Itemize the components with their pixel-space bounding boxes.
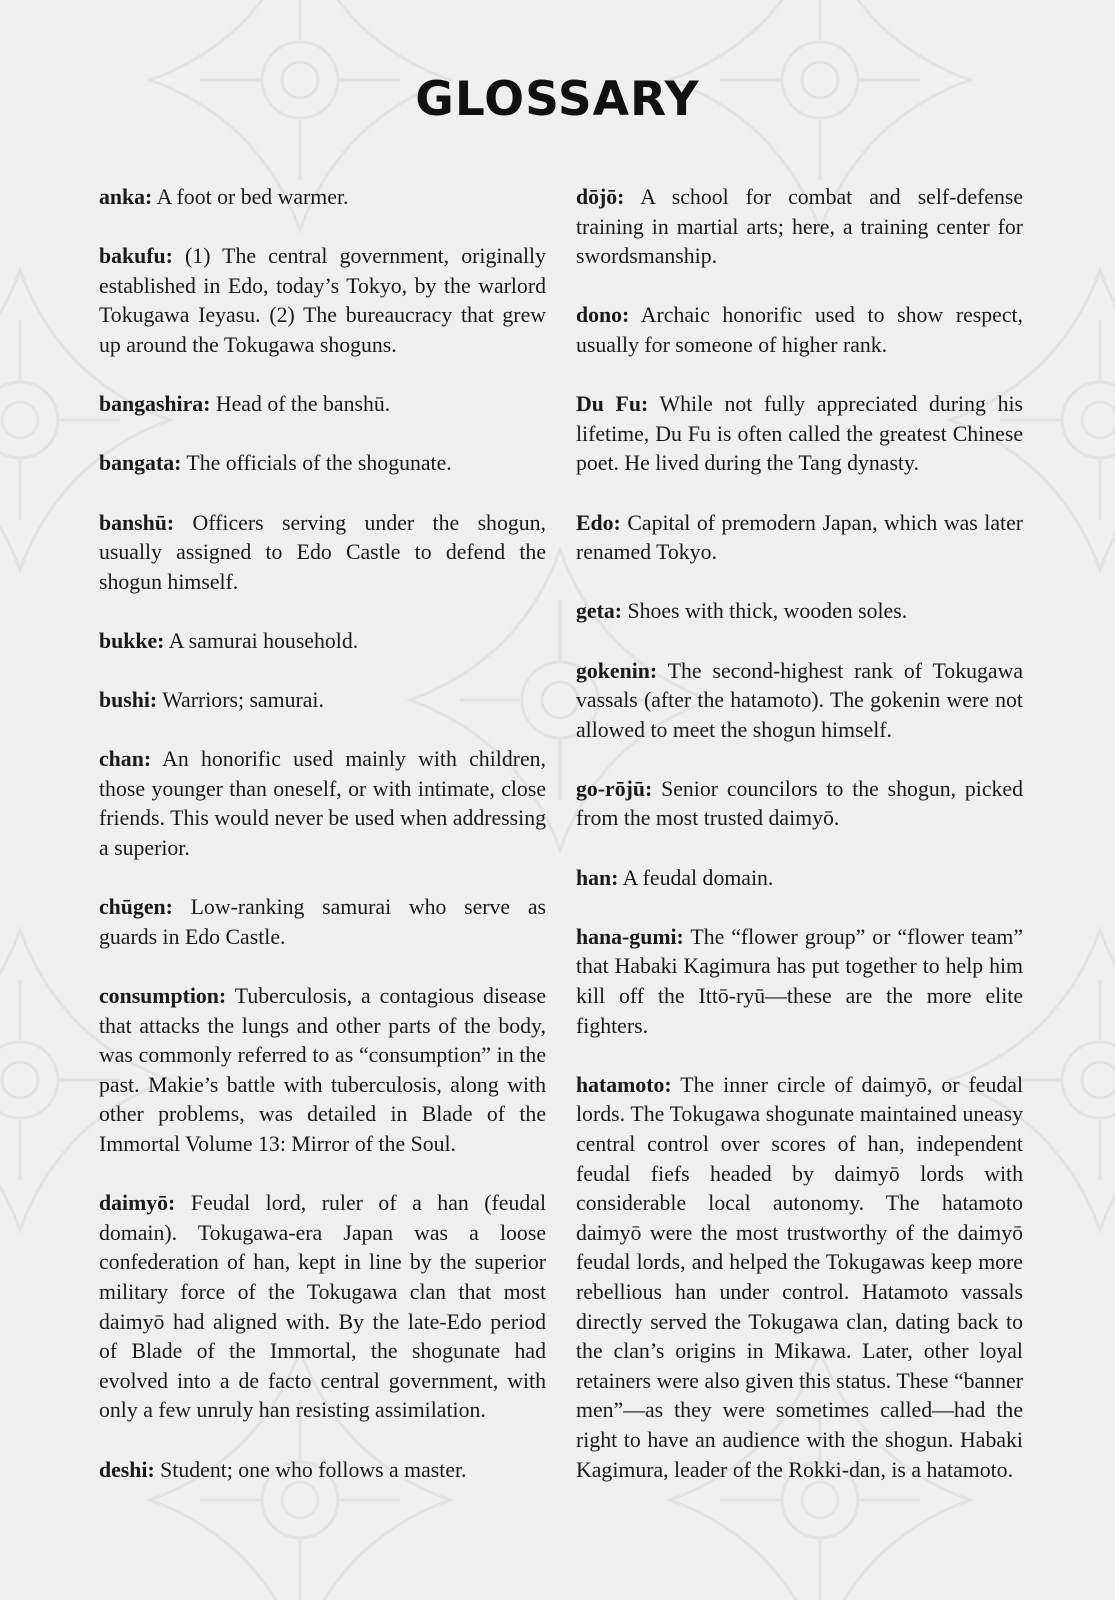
glossary-definition: Head of the banshū. [215, 392, 391, 417]
glossary-definition: A samurai household. [168, 628, 359, 653]
glossary-term: geta: [576, 599, 622, 624]
glossary-entry [99, 509, 546, 598]
glossary-column-right [576, 183, 1023, 1515]
glossary-definition: Feudal lord, ruler of a han (feudal domain). Tokugawa-era Japan was a loose confederation of han, kept in line by the superior military force of the Tokugawa clan that most daimyō had aligned with. By the late-Edo period of Blade of the Immortal, the shogunate had evolved into a de facto central government, with only a few unruly han resisting assimilation. [99, 1191, 547, 1423]
glossary-definition: Tuberculosis, a contagious disease that attacks the lungs and other parts of the body, was commonly referred to as “consumption” in the past. Makie’s battle with tuberculosis, along with other problems, was detailed in Blade of the Immortal Volume 13: Mirror of the Soul. [99, 984, 546, 1156]
glossary-term: bukke: [99, 628, 165, 653]
glossary-term: daimyō: [99, 1191, 176, 1216]
glossary-term: chūgen: [99, 895, 173, 920]
glossary-term: hatamoto: [576, 1072, 672, 1097]
glossary-entry [576, 923, 1023, 1041]
glossary-definition: Senior councilors to the shogun, picked from the most trusted daimyō. [576, 776, 1024, 831]
glossary-entry [99, 893, 546, 952]
glossary-definition: Capital of premodern Japan, which was later renamed Tokyo. [576, 510, 1023, 565]
glossary-term: bushi: [99, 688, 158, 713]
glossary-entry [99, 745, 546, 863]
glossary-entry [99, 242, 546, 360]
glossary-definition: A foot or bed warmer. [156, 185, 349, 209]
glossary-entry [576, 390, 1023, 479]
glossary-definition: The officials of the shogunate. [186, 451, 452, 476]
glossary-term: gokenin: [576, 658, 658, 683]
glossary-term: Edo: [576, 510, 621, 535]
glossary-term: consumption: [99, 984, 227, 1009]
glossary-term: dōjō: [576, 185, 625, 209]
glossary-definition: Archaic honorific used to show respect, usually for someone of higher rank. [576, 303, 1023, 357]
glossary-term: Du Fu: [576, 392, 649, 417]
glossary-definition: The “flower group” or “flower team” that Habaki Kagimura has put together to help him kill off the Ittō-ryū—these are the more elite fighters. [576, 924, 1023, 1038]
glossary-term: deshi: [99, 1457, 155, 1482]
glossary-definition: Student; one who follows a master. [160, 1457, 467, 1482]
glossary-entry [99, 449, 546, 479]
glossary-entry [99, 1456, 546, 1486]
glossary-entry [576, 183, 1023, 272]
glossary-term: chan: [99, 747, 152, 772]
glossary-entry [576, 597, 1023, 627]
glossary-definition: A school for combat and self-defense training in martial arts; here, a training center for swordsmanship. [576, 185, 1023, 269]
glossary-definition: Low-ranking samurai who serve as guards in Edo Castle. [99, 895, 546, 949]
glossary-definition: An honorific used mainly with children, those younger than oneself, or with intimate, close friends. This would never be used when addressing a superior. [99, 747, 546, 861]
glossary-entry [576, 775, 1023, 834]
glossary-entry [99, 982, 546, 1160]
glossary-term: bangata: [99, 451, 182, 476]
glossary-term: anka: [99, 185, 153, 209]
glossary-definition: While not fully appreciated during his lifetime, Du Fu is often called the greatest Chinese poet. He lived during the Tang dynasty. [576, 392, 1024, 476]
glossary-entry [576, 864, 1023, 894]
glossary-definition: The second-highest rank of Tokugawa vassals (after the hatamoto). The gokenin were not allowed to meet the shogun himself. [576, 658, 1023, 742]
glossary-term: dono: [576, 303, 630, 328]
glossary-term: bakufu: [99, 244, 173, 269]
glossary-term: go-rōjū: [576, 776, 653, 801]
glossary-entry [576, 657, 1023, 746]
glossary-definition: The inner circle of daimyō, or feudal lords. The Tokugawa shogunate maintained uneasy central control over scores of han, independent feudal fiefs headed by daimyō lords with considerable local autonomy. The hatamoto daimyō were the most trustworthy of the daimyō feudal lords, and helped the Tokugawas keep more rebellious han under control. Hatamoto vassals directly served the Tokugawa clan, dating back to the clan’s origins in Mikawa. Later, other loyal retainers were also given this status. These “banner men”—as they were sometimes called—had the right to have an audience with the shogun. Habaki Kagimura, leader of the Rokki-dan, is a hatamoto. [576, 1072, 1023, 1482]
glossary-entry [99, 183, 546, 213]
glossary-definition: (1) The central government, originally established in Edo, today’s Tokyo, by the warlord Tokugawa Ieyasu. (2) The bureaucracy that grew up around the Tokugawa shoguns. [99, 244, 547, 357]
glossary-entry [576, 509, 1023, 568]
glossary-term: hana-gumi: [576, 924, 684, 949]
glossary-term: han: [576, 865, 619, 890]
glossary-entry [99, 1189, 546, 1426]
glossary-definition: Officers serving under the shogun, usually assigned to Edo Castle to defend the shogun himself. [99, 510, 547, 594]
page-title: GLOSSARY [415, 72, 700, 127]
glossary-term: banshū: [99, 510, 175, 535]
glossary-entry [576, 1071, 1023, 1485]
glossary-entry [99, 627, 546, 657]
glossary-entry [576, 301, 1023, 360]
glossary-entry [99, 390, 546, 420]
glossary-term: bangashira: [99, 392, 211, 417]
glossary-definition: A feudal domain. [622, 865, 774, 890]
glossary-definition: Warriors; samurai. [162, 688, 324, 713]
glossary-definition: Shoes with thick, wooden soles. [627, 599, 908, 624]
glossary-column-left [99, 183, 546, 1515]
glossary-entry [99, 686, 546, 716]
